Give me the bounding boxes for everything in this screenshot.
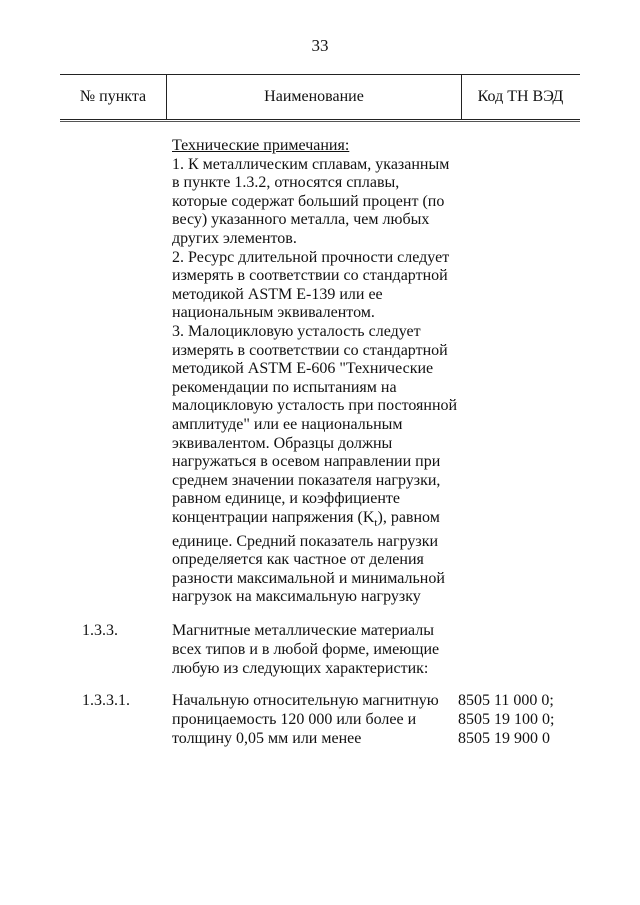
- item-text-line: всех типов и в любой форме, имеющие: [172, 641, 440, 658]
- notes-line: измерять в соответствии со стандартной: [172, 267, 448, 285]
- notes-line: национальным эквивалентом.: [172, 304, 375, 322]
- notes-line: нагрузок на максимальную нагрузку: [172, 588, 421, 606]
- page-number: 33: [311, 36, 329, 55]
- item-text-line: Начальную относительную магнитную: [172, 692, 439, 709]
- table-header: [60, 74, 580, 120]
- notes-line: равном единице, и коэффициенте: [172, 490, 400, 508]
- notes-line: 3. Малоцикловую усталость следует: [172, 322, 421, 340]
- notes-line: определяется как частное от деления: [172, 551, 424, 569]
- notes-line: других элементов.: [172, 229, 297, 247]
- header-col-number: № пункта: [79, 88, 147, 105]
- item-number: 1.3.3.1.: [82, 692, 130, 709]
- header-divider: [60, 121, 580, 122]
- item-number: 1.3.3.: [82, 622, 118, 639]
- item-code-line: 8505 19 100 0;: [458, 711, 555, 728]
- notes-line: 2. Ресурс длительной прочности следует: [172, 248, 450, 266]
- item-text-line: проницаемость 120 000 или более и: [172, 711, 417, 728]
- notes-line: концентрации напряжения $(K_t)$, равном: [172, 508, 440, 530]
- notes-lines: [172, 156, 472, 607]
- item-text: [172, 621, 452, 678]
- item-code-line: 8505 11 000 0;: [458, 692, 554, 709]
- item-text-line: толщину 0,05 мм или менее: [172, 730, 362, 747]
- notes-line: эквивалентом. Образцы должны: [172, 434, 393, 452]
- item-text-line: любую из следующих характеристик:: [172, 660, 429, 677]
- notes-line: малоцикловую усталость при постоянной: [172, 397, 458, 415]
- notes-line: нагружаться в осевом направлении при: [172, 453, 441, 471]
- notes-line: единице. Средний показатель нагрузки: [172, 532, 439, 550]
- notes-line: которые содержат больший процент (по: [172, 192, 445, 210]
- notes-line: в пункте 1.3.2, относятся сплавы,: [172, 174, 400, 192]
- notes-line: измерять в соответствии со стандартной: [172, 341, 448, 359]
- notes-line: методикой ASTM E-139 или ее: [172, 285, 383, 303]
- technical-notes: [172, 137, 472, 607]
- header-col-name: Наименование: [166, 75, 462, 119]
- item-text-line: Магнитные металлические материалы: [172, 622, 435, 639]
- notes-line: методикой ASTM E-606 "Технические: [172, 360, 434, 378]
- item-code: [458, 691, 578, 748]
- notes-line: 1. К металлическим сплавам, указанным: [172, 155, 450, 173]
- item-text: [172, 691, 452, 748]
- notes-line: рекомендации по испытаниям на: [172, 378, 397, 396]
- header-col-code: Код ТН ВЭД: [477, 88, 564, 105]
- notes-line: амплитуде" или ее национальным: [172, 415, 403, 433]
- notes-line: среднем значении показателя нагрузки,: [172, 471, 441, 489]
- notes-line: весу) указанного металла, чем любых: [172, 211, 430, 229]
- notes-title: Технические примечания:: [172, 137, 350, 154]
- notes-line: разности максимальной и минимальной: [172, 569, 445, 587]
- item-code-line: 8505 19 900 0: [458, 730, 550, 747]
